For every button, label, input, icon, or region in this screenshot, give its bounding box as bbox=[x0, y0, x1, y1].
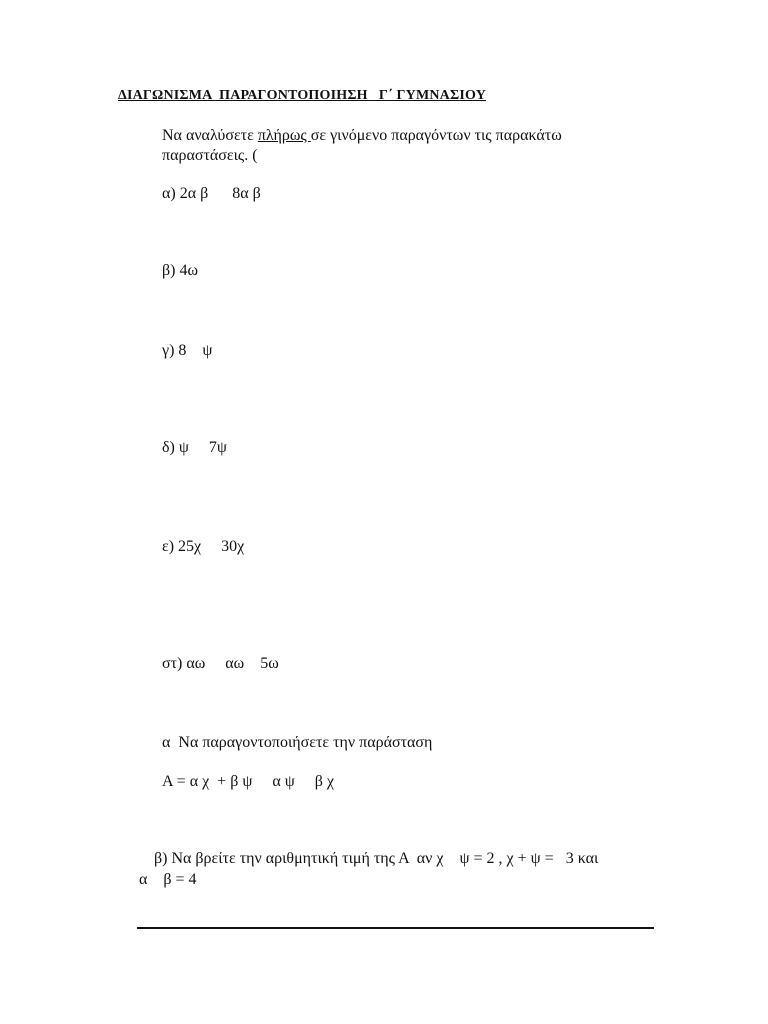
exercise1-instruction-line2: παραστάσεις. ( bbox=[162, 147, 258, 164]
document-title: ΔΙΑΓΩΝΙΣΜΑ ΠΑΡΑΓΟΝΤΟΠΟΙΗΣΗ Γ΄ ΓΥΜΝΑΣΙΟΥ bbox=[118, 88, 487, 103]
instruction-text-end: σε γινόμενο παραγόντων τις παρακάτω bbox=[310, 127, 562, 144]
exercise2-part-b: β) Να βρείτε την αριθμητική τιμή της Α αν χ ψ = 2 , χ + ψ = 3 και bbox=[154, 850, 599, 867]
instruction-text-start: Να αναλύσετε bbox=[162, 127, 258, 144]
exercise2-part-a: α Να παραγοντοποιήσετε την παράσταση bbox=[162, 734, 433, 751]
exercise-item-c: γ) 8 ψ bbox=[162, 342, 213, 359]
exercise-item-a: α) 2α β 8α β bbox=[162, 185, 261, 202]
instruction-underlined-word: πλήρως bbox=[257, 127, 311, 144]
exercise1-instruction bbox=[162, 126, 562, 146]
horizontal-rule bbox=[137, 927, 654, 929]
exercise2-expression: Α = α χ + β ψ α ψ β χ bbox=[162, 773, 334, 790]
exercise-item-d: δ) ψ 7ψ bbox=[162, 439, 227, 456]
exercise-item-e: ε) 25χ 30χ bbox=[162, 538, 245, 555]
exercise-item-st: στ) αω αω 5ω bbox=[162, 655, 279, 672]
exercise2-part-b-line2: α β = 4 bbox=[139, 871, 197, 888]
exercise-item-b: β) 4ω bbox=[162, 262, 198, 279]
